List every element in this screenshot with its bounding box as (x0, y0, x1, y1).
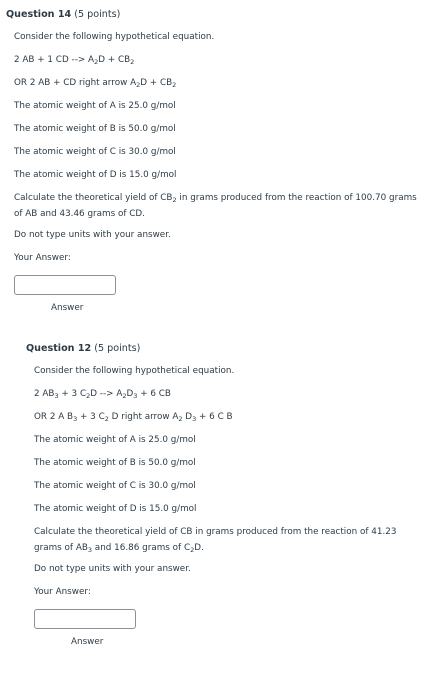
equation-part: D + CB (98, 55, 131, 65)
equation-part: 2 AB (34, 389, 55, 399)
prompt-subscript: 2 (172, 196, 177, 204)
prompt-part: in grams produced from the reaction of 100.70 grams of AB and 43.46 grams of CD. (14, 193, 417, 219)
prompt-subscript: 2 (190, 546, 195, 554)
alt-equation (14, 77, 426, 89)
equation-part: OR 2 A B (34, 412, 74, 422)
equation-part: D --> A (90, 389, 123, 399)
equation-part: D (182, 412, 193, 422)
question-header (6, 9, 426, 20)
equation-subscript: 2 (86, 392, 91, 400)
units-note: Do not type units with your answer. (14, 230, 171, 240)
equation-subscript: 3 (133, 392, 138, 400)
equation-subscript: 2 (122, 392, 127, 400)
prompt-part: Calculate the theoretical yield of CB in grams produced from the reaction of 41.23 grams of AB (34, 527, 397, 553)
equation-subscript: 2 (172, 81, 177, 89)
your-answer-label: Your Answer: (14, 253, 71, 263)
equation-part: D right arrow A (108, 412, 179, 422)
equation-part: D (126, 389, 134, 399)
answer-caption: Answer (51, 303, 84, 313)
question-intro: Consider the following hypothetical equation. (14, 32, 215, 42)
question-points: (5 points) (94, 343, 141, 354)
prompt-part: Calculate the theoretical yield of CB (14, 193, 173, 203)
atomic-weight-d: The atomic weight of D is 15.0 g/mol (14, 170, 177, 180)
atomic-weight-d: The atomic weight of D is 15.0 g/mol (34, 504, 197, 514)
equation-part: + 3 C (77, 412, 105, 422)
equation-subscript: 3 (54, 392, 59, 400)
alt-equation (34, 411, 426, 423)
question-prompt (34, 524, 426, 556)
prompt-part: D. (194, 543, 204, 553)
equation-subscript: 2 (130, 58, 135, 66)
atomic-weight-c: The atomic weight of C is 30.0 g/mol (14, 147, 176, 157)
equation-part: 2 AB + 1 CD --> A (14, 55, 95, 65)
prompt-part: and 16.86 grams of C (92, 543, 191, 553)
atomic-weight-b: The atomic weight of B is 50.0 g/mol (34, 458, 196, 468)
equation (34, 388, 426, 400)
equation-part: OR 2 AB + CD right arrow A (14, 78, 137, 88)
equation-subscript: 3 (192, 415, 197, 423)
atomic-weight-a: The atomic weight of A is 25.0 g/mol (34, 435, 196, 445)
equation-subscript: 3 (73, 415, 78, 423)
answer-caption: Answer (71, 637, 104, 647)
equation-part: + 6 C B (196, 412, 233, 422)
atomic-weight-b: The atomic weight of B is 50.0 g/mol (14, 124, 176, 134)
equation (14, 54, 426, 66)
prompt-subscript: 3 (87, 546, 93, 554)
answer-input[interactable] (14, 275, 116, 295)
question-header (26, 343, 426, 354)
equation-part: + 6 CB (137, 389, 171, 399)
equation-subscript: 2 (178, 415, 183, 423)
equation-part: D + CB (140, 78, 173, 88)
question-12 (26, 343, 426, 647)
equation-subscript: 2 (94, 58, 99, 66)
equation-part: + 3 C (58, 389, 87, 399)
answer-input[interactable] (34, 609, 136, 629)
question-14 (6, 9, 426, 313)
units-note: Do not type units with your answer. (34, 564, 191, 574)
your-answer-label: Your Answer: (34, 587, 91, 597)
question-points: (5 points) (74, 9, 121, 20)
equation-subscript: 2 (136, 81, 141, 89)
atomic-weight-a: The atomic weight of A is 25.0 g/mol (14, 101, 176, 111)
question-title: Question 14 (6, 9, 72, 20)
question-prompt (14, 190, 426, 222)
equation-subscript: 2 (104, 415, 109, 423)
atomic-weight-c: The atomic weight of C is 30.0 g/mol (34, 481, 196, 491)
question-intro: Consider the following hypothetical equation. (34, 366, 235, 376)
question-title: Question 12 (26, 343, 92, 354)
